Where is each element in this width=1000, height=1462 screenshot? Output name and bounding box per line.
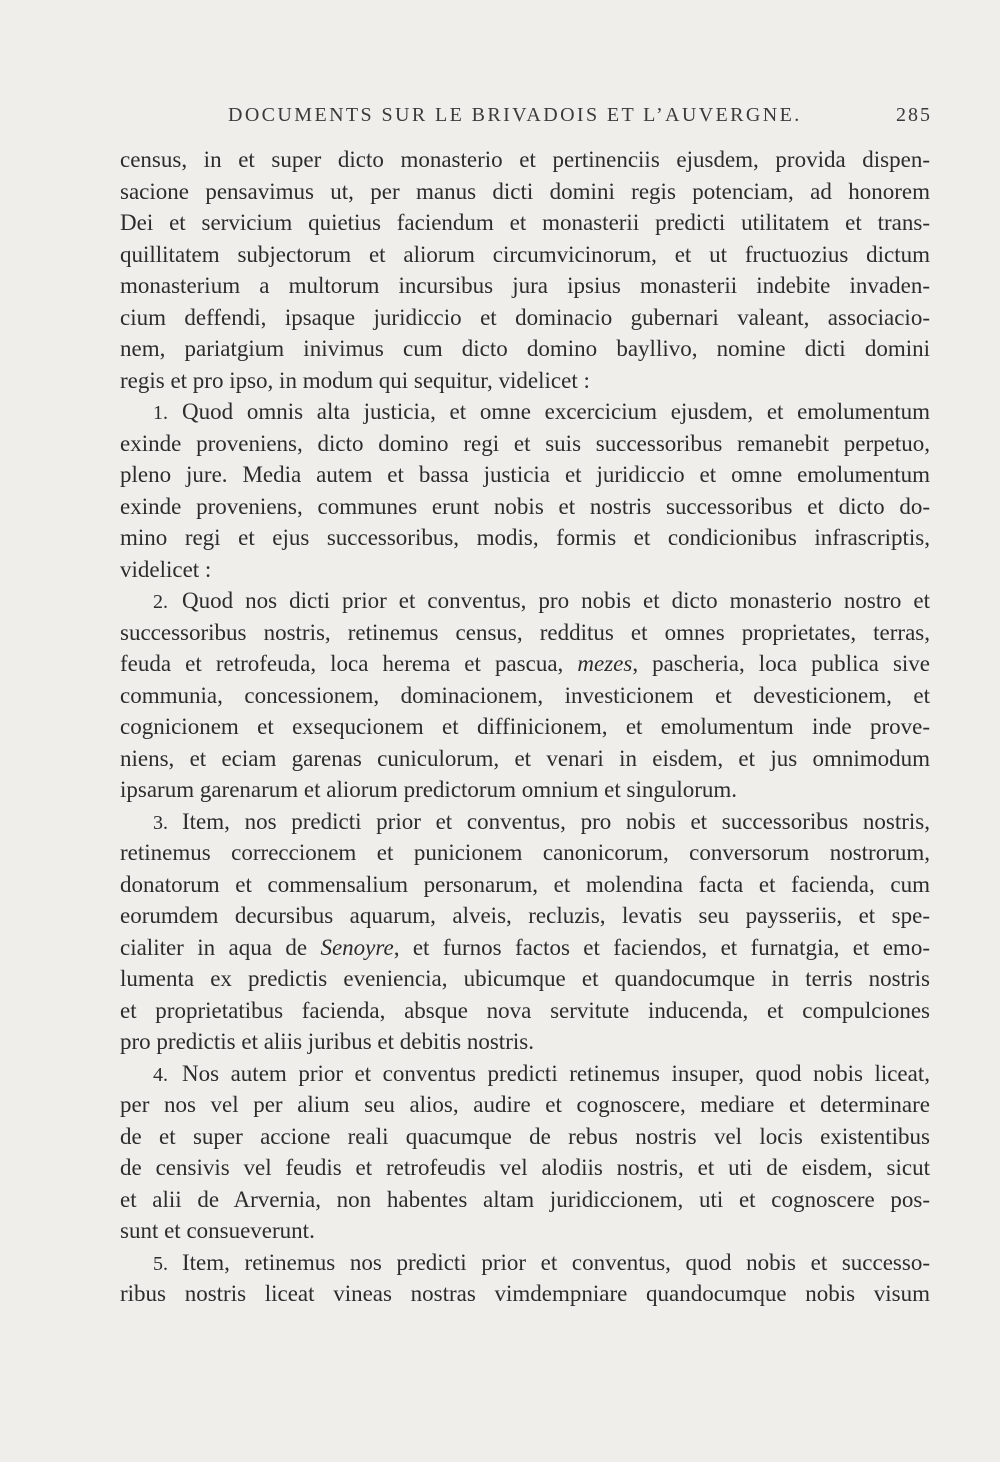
text-line — [120, 239, 930, 271]
line-text: eorumdem decursibus aquarum, alveis, recluzis, levatis seu paysseriis, et spe- — [120, 903, 930, 928]
line-text: per nos vel per alium seu alios, audire et cognoscere, mediare et determinare — [120, 1092, 930, 1117]
line-text: Quod nos dicti prior et conventus, pro nobis et dicto monasterio nostro et — [182, 588, 930, 613]
article-number: 1. — [153, 402, 168, 424]
line-text: quillitatem subjectorum et aliorum circumvicinorum, et ut fructuozius dictum — [120, 241, 930, 267]
paragraph — [120, 585, 930, 806]
line-text: Dei et servicium quietius faciendum et monasterii predicti utilitatem et trans- — [120, 210, 930, 235]
line-text: mino regi et ejus successoribus, modis, formis et condicionibus infrascriptis, — [120, 525, 930, 550]
text-line — [120, 711, 930, 743]
text-line — [120, 806, 930, 838]
text-line — [120, 869, 930, 901]
line-text: successoribus nostris, retinemus census, redditus et omnes proprietates, terras, — [120, 619, 930, 645]
paragraph — [120, 1058, 930, 1247]
text-line — [120, 302, 930, 334]
line-text: cognicionem et exsequcionem et diffinicionem, et emolumentum inde prove- — [120, 714, 930, 739]
line-text: , et furnos factos et faciendos, et furnatgia, et emo- — [393, 934, 930, 960]
text-line — [120, 1215, 930, 1247]
text-line — [120, 396, 930, 428]
paragraph — [120, 396, 930, 585]
line-text: ipsarum garenarum et aliorum predictorum omnium et singulorum. — [120, 777, 738, 802]
line-text: ribus nostris liceat vineas nostras vimdempniare quandocumque nobis visum — [120, 1281, 930, 1306]
text-line — [120, 1121, 930, 1153]
text-line — [120, 1184, 930, 1216]
text-line — [120, 1058, 930, 1090]
running-head — [0, 100, 1000, 130]
italic-term: mezes — [577, 651, 633, 676]
text-line — [120, 365, 930, 397]
line-text: de et super accione reali quacumque de rebus nostris vel locis existentibus — [120, 1123, 930, 1149]
line-text: videlicet : — [120, 556, 212, 582]
text-line — [120, 680, 930, 712]
text-line — [120, 333, 930, 365]
line-text: , pascheria, loca publica sive — [632, 651, 930, 676]
line-text: cium deffendi, ipsaque juridiccio et dominacio gubernari valeant, associacio- — [120, 304, 930, 330]
line-text: donatorum et commensalium personarum, et molendina facta et facienda, cum — [120, 871, 930, 897]
text-line — [120, 428, 930, 460]
text-line — [120, 270, 930, 302]
text-line — [120, 932, 930, 964]
line-text: exinde proveniens, dicto domino regi et suis successoribus remanebit perpetuo, — [120, 430, 930, 456]
text-line — [120, 459, 930, 491]
text-line — [120, 1089, 930, 1121]
text-line — [120, 743, 930, 775]
text-line — [120, 491, 930, 523]
text-line — [120, 207, 930, 239]
article-number: 4. — [153, 1063, 168, 1086]
article-number: 3. — [153, 811, 168, 834]
text-line — [120, 617, 930, 649]
line-text: sunt et consueverunt. — [120, 1218, 315, 1243]
text-line — [120, 1026, 930, 1058]
line-text: census, in et super dicto monasterio et pertinenciis ejusdem, provida dispen- — [120, 147, 930, 172]
line-text: retinemus correccionem et punicionem canonicorum, conversorum nostrorum, — [120, 840, 930, 865]
text-line — [120, 522, 930, 554]
line-text: communia, concessionem, dominacionem, investicionem et devesticionem, et — [120, 682, 930, 708]
line-text: de censivis vel feudis et retrofeudis vel alodiis nostris, et uti de eisdem, sicut — [120, 1155, 930, 1180]
line-text: feuda et retrofeuda, loca herema et pascua, — [120, 651, 578, 676]
text-line — [120, 176, 930, 208]
line-text: exinde proveniens, communes erunt nobis et nostris successoribus et dicto do- — [120, 493, 930, 519]
line-text: sacione pensavimus ut, per manus dicti domini regis potenciam, ad honorem — [120, 178, 930, 204]
line-text: monasterium a multorum incursibus jura ipsius monasterii indebite invaden- — [120, 273, 930, 298]
text-line — [120, 900, 930, 932]
article-number: 5. — [153, 1252, 168, 1275]
line-text: Quod omnis alta justicia, et omne excercicium ejusdem, et emolumentum — [182, 399, 930, 424]
line-text: et proprietatibus facienda, absque nova servitute inducenda, et compulciones — [120, 997, 930, 1023]
article-number: 2. — [153, 591, 168, 613]
line-text: niens, et eciam garenas cuniculorum, et venari in eisdem, et jus omnimodum — [120, 745, 930, 771]
line-text: Item, retinemus nos predicti prior et conventus, quod nobis et successo- — [182, 1249, 930, 1275]
italic-term: Senoyre — [320, 934, 394, 960]
line-text: Nos autem prior et conventus predicti retinemus insuper, quod nobis liceat, — [182, 1060, 930, 1086]
text-line — [120, 774, 930, 806]
running-title: DOCUMENTS SUR LE BRIVADOIS ET L’AUVERGNE. — [228, 104, 802, 126]
line-text: Item, nos predicti prior et conventus, pro nobis et successoribus nostris, — [182, 808, 930, 834]
line-text: cialiter in aqua de — [120, 934, 321, 960]
line-text: lumenta ex predictis eveniencia, ubicumque et quandocumque in terris nostris — [120, 966, 930, 991]
line-text: pro predictis et aliis juribus et debitis nostris. — [120, 1029, 534, 1054]
text-line — [120, 1247, 930, 1279]
paragraph — [120, 1247, 930, 1310]
line-text: et alii de Arvernia, non habentes altam juridiccionem, uti et cognoscere pos- — [120, 1186, 930, 1212]
text-line — [120, 648, 930, 680]
text-line — [120, 554, 930, 586]
text-line — [120, 837, 930, 869]
text-line — [120, 1278, 930, 1310]
body-text — [120, 144, 930, 1310]
text-line — [120, 995, 930, 1027]
text-line — [120, 144, 930, 176]
paragraph — [120, 144, 930, 396]
line-text: pleno jure. Media autem et bassa justicia et juridiccio et omne emolumentum — [120, 462, 930, 487]
line-text: nem, pariatgium inivimus cum dicto domino bayllivo, nomine dicti domini — [120, 336, 930, 361]
text-line — [120, 1152, 930, 1184]
text-line — [120, 585, 930, 617]
line-text: regis et pro ipso, in modum qui sequitur, videlicet : — [120, 367, 590, 393]
text-line — [120, 963, 930, 995]
page-number: 285 — [896, 104, 932, 126]
paragraph — [120, 806, 930, 1058]
